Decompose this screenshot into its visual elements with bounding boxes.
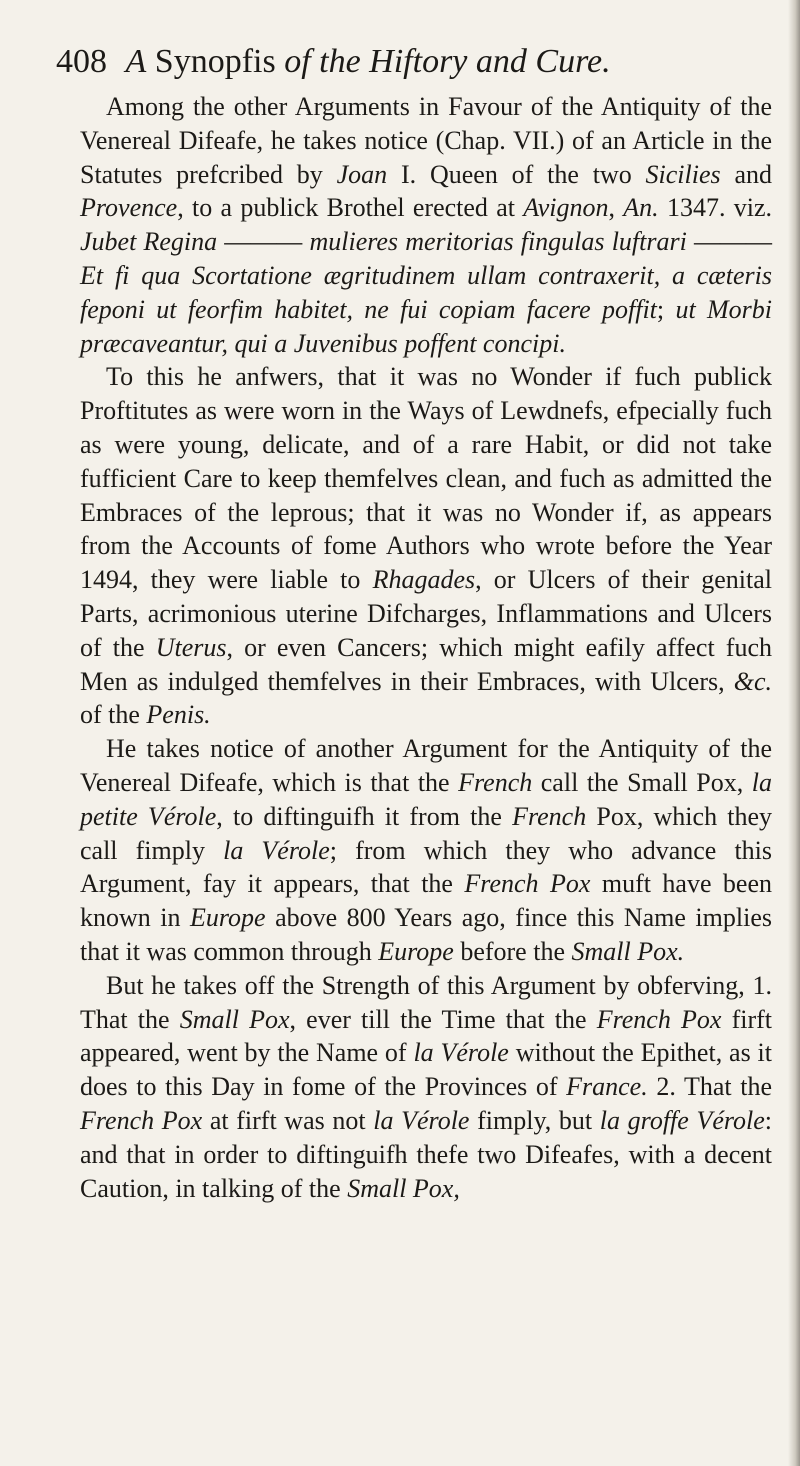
- text-run: Avignon: [523, 193, 609, 223]
- paragraph-1: [80, 90, 772, 360]
- text-run: But he takes off the Strength of this Argument by obferving, 1. That the: [80, 970, 772, 1034]
- text-run: To this he anfwers, that it was no Wonder if fuch publick Proftitutes as were worn in the Ways of Lewdnefs, efpecially fuch as were young, delicate, and of a rare Habit, or did not take fufficient Care to keep themfelves clean, and fuch as admitted the Embraces of the leprous; that it was no Wonder if, as appears from the Accounts of fome Authors who wrote before the Year 1494, they were liable to: [80, 362, 772, 595]
- text-run: at firft was not: [202, 1105, 374, 1135]
- paragraph-2: [80, 360, 772, 732]
- text-run: French Pox: [596, 1004, 722, 1034]
- text-run: &c.: [733, 666, 772, 696]
- text-run: la Vérole: [373, 1105, 470, 1135]
- text-run: la petite Vérole: [80, 767, 772, 831]
- text-run: , to a publick Brothel erected at: [177, 193, 524, 223]
- text-run: Europe: [190, 903, 266, 933]
- text-run: , ever till the Time that the: [289, 1004, 597, 1034]
- text-run: la Vérole: [413, 1038, 509, 1068]
- text-run: France.: [566, 1072, 648, 1102]
- text-run: ;: [656, 294, 676, 324]
- text-run: An.: [623, 193, 659, 223]
- text-run: ; from which they who advance this Argument, fay it appears, that the: [80, 835, 773, 899]
- text-run: Rhagades: [372, 565, 476, 595]
- text-run: before the: [453, 936, 572, 966]
- text-run: French: [512, 801, 587, 831]
- text-run: Et fi qua Scortatione ægritudinem ullam contraxerit, a cæteris feponi ut feorfim habitet, ne fui copiam facere poffit: [80, 260, 772, 324]
- text-run: , or Ulcers of their genital Parts, acrimonious uterine Difcharges, Inflammations and Ulcers of the: [80, 565, 772, 662]
- text-run: ut Morbi præcaveantur, qui a Juvenibus poffent concipi.: [80, 294, 773, 358]
- text-run: la groffe Vérole: [599, 1105, 765, 1135]
- text-run: French Pox: [80, 1105, 203, 1135]
- header-title-b: Synopfis: [154, 43, 276, 80]
- text-run: 2. That the: [647, 1072, 772, 1102]
- text-run: Small Pox,: [347, 1173, 460, 1203]
- text-run: ———: [686, 227, 772, 257]
- text-run: firft appeared, went by the Name of: [80, 1004, 772, 1068]
- text-run: Pox, which they call fimply: [80, 801, 773, 865]
- text-run: of the: [80, 700, 147, 730]
- text-run: , or even Cancers; which might eafily affect fuch Men as indulged themfelves in their Embraces, with Ulcers,: [80, 632, 772, 696]
- text-run: Europe: [378, 936, 454, 966]
- text-run: Among the other Arguments in Favour of the Antiquity of the Venereal Difeafe, he takes notice (Chap. VII.) of an Article in the Statutes prefcribed by: [80, 92, 772, 189]
- page-edge-shadow: [788, 0, 800, 1466]
- text-run: mulieres meritorias fingulas luftrari: [309, 227, 687, 257]
- text-run: : and that in order to diftinguifh thefe two Difeafes, with a decent Caution, in talking of the: [80, 1105, 773, 1203]
- text-run: ———: [217, 227, 310, 257]
- text-run: 1347. viz.: [658, 193, 773, 223]
- text-run: call the Small Pox,: [532, 767, 752, 797]
- text-run: la Vérole: [223, 835, 330, 865]
- text-run: Penis.: [146, 700, 211, 730]
- header-title-a: A: [125, 43, 147, 80]
- text-run: and: [720, 159, 773, 189]
- text-run: without the Epithet, as it does to this Day in fome of the Provinces of: [80, 1038, 772, 1102]
- paragraph-3: [80, 732, 772, 969]
- page-number: 408: [56, 43, 107, 80]
- text-run: ,: [608, 193, 624, 223]
- header-title-c: of the Hiftory and Cure.: [284, 43, 611, 80]
- text-run: fimply, but: [469, 1105, 600, 1135]
- text-run: , to diftinguifh it from the: [216, 801, 513, 831]
- text-run: Joan: [336, 159, 388, 189]
- text-run: Small Pox.: [571, 936, 685, 966]
- text-run: Sicilies: [645, 159, 721, 189]
- text-run: French: [458, 767, 533, 797]
- running-header: [56, 42, 776, 82]
- text-run: He takes notice of another Argument for the Antiquity of the Venereal Difeafe, which is that the: [80, 734, 772, 797]
- text-run: Provence: [80, 193, 178, 223]
- text-run: above 800 Years ago, fince this Name implies that it was common through: [80, 903, 772, 966]
- text-run: Uterus: [155, 632, 227, 662]
- body-text: [80, 90, 772, 1205]
- text-run: Jubet Regina: [80, 227, 218, 257]
- text-run: I. Queen of the two: [387, 159, 646, 189]
- text-run: Small Pox: [179, 1004, 290, 1034]
- text-run: muft have been known in: [80, 869, 773, 933]
- text-run: French Pox: [464, 869, 591, 899]
- paragraph-4: [80, 969, 772, 1206]
